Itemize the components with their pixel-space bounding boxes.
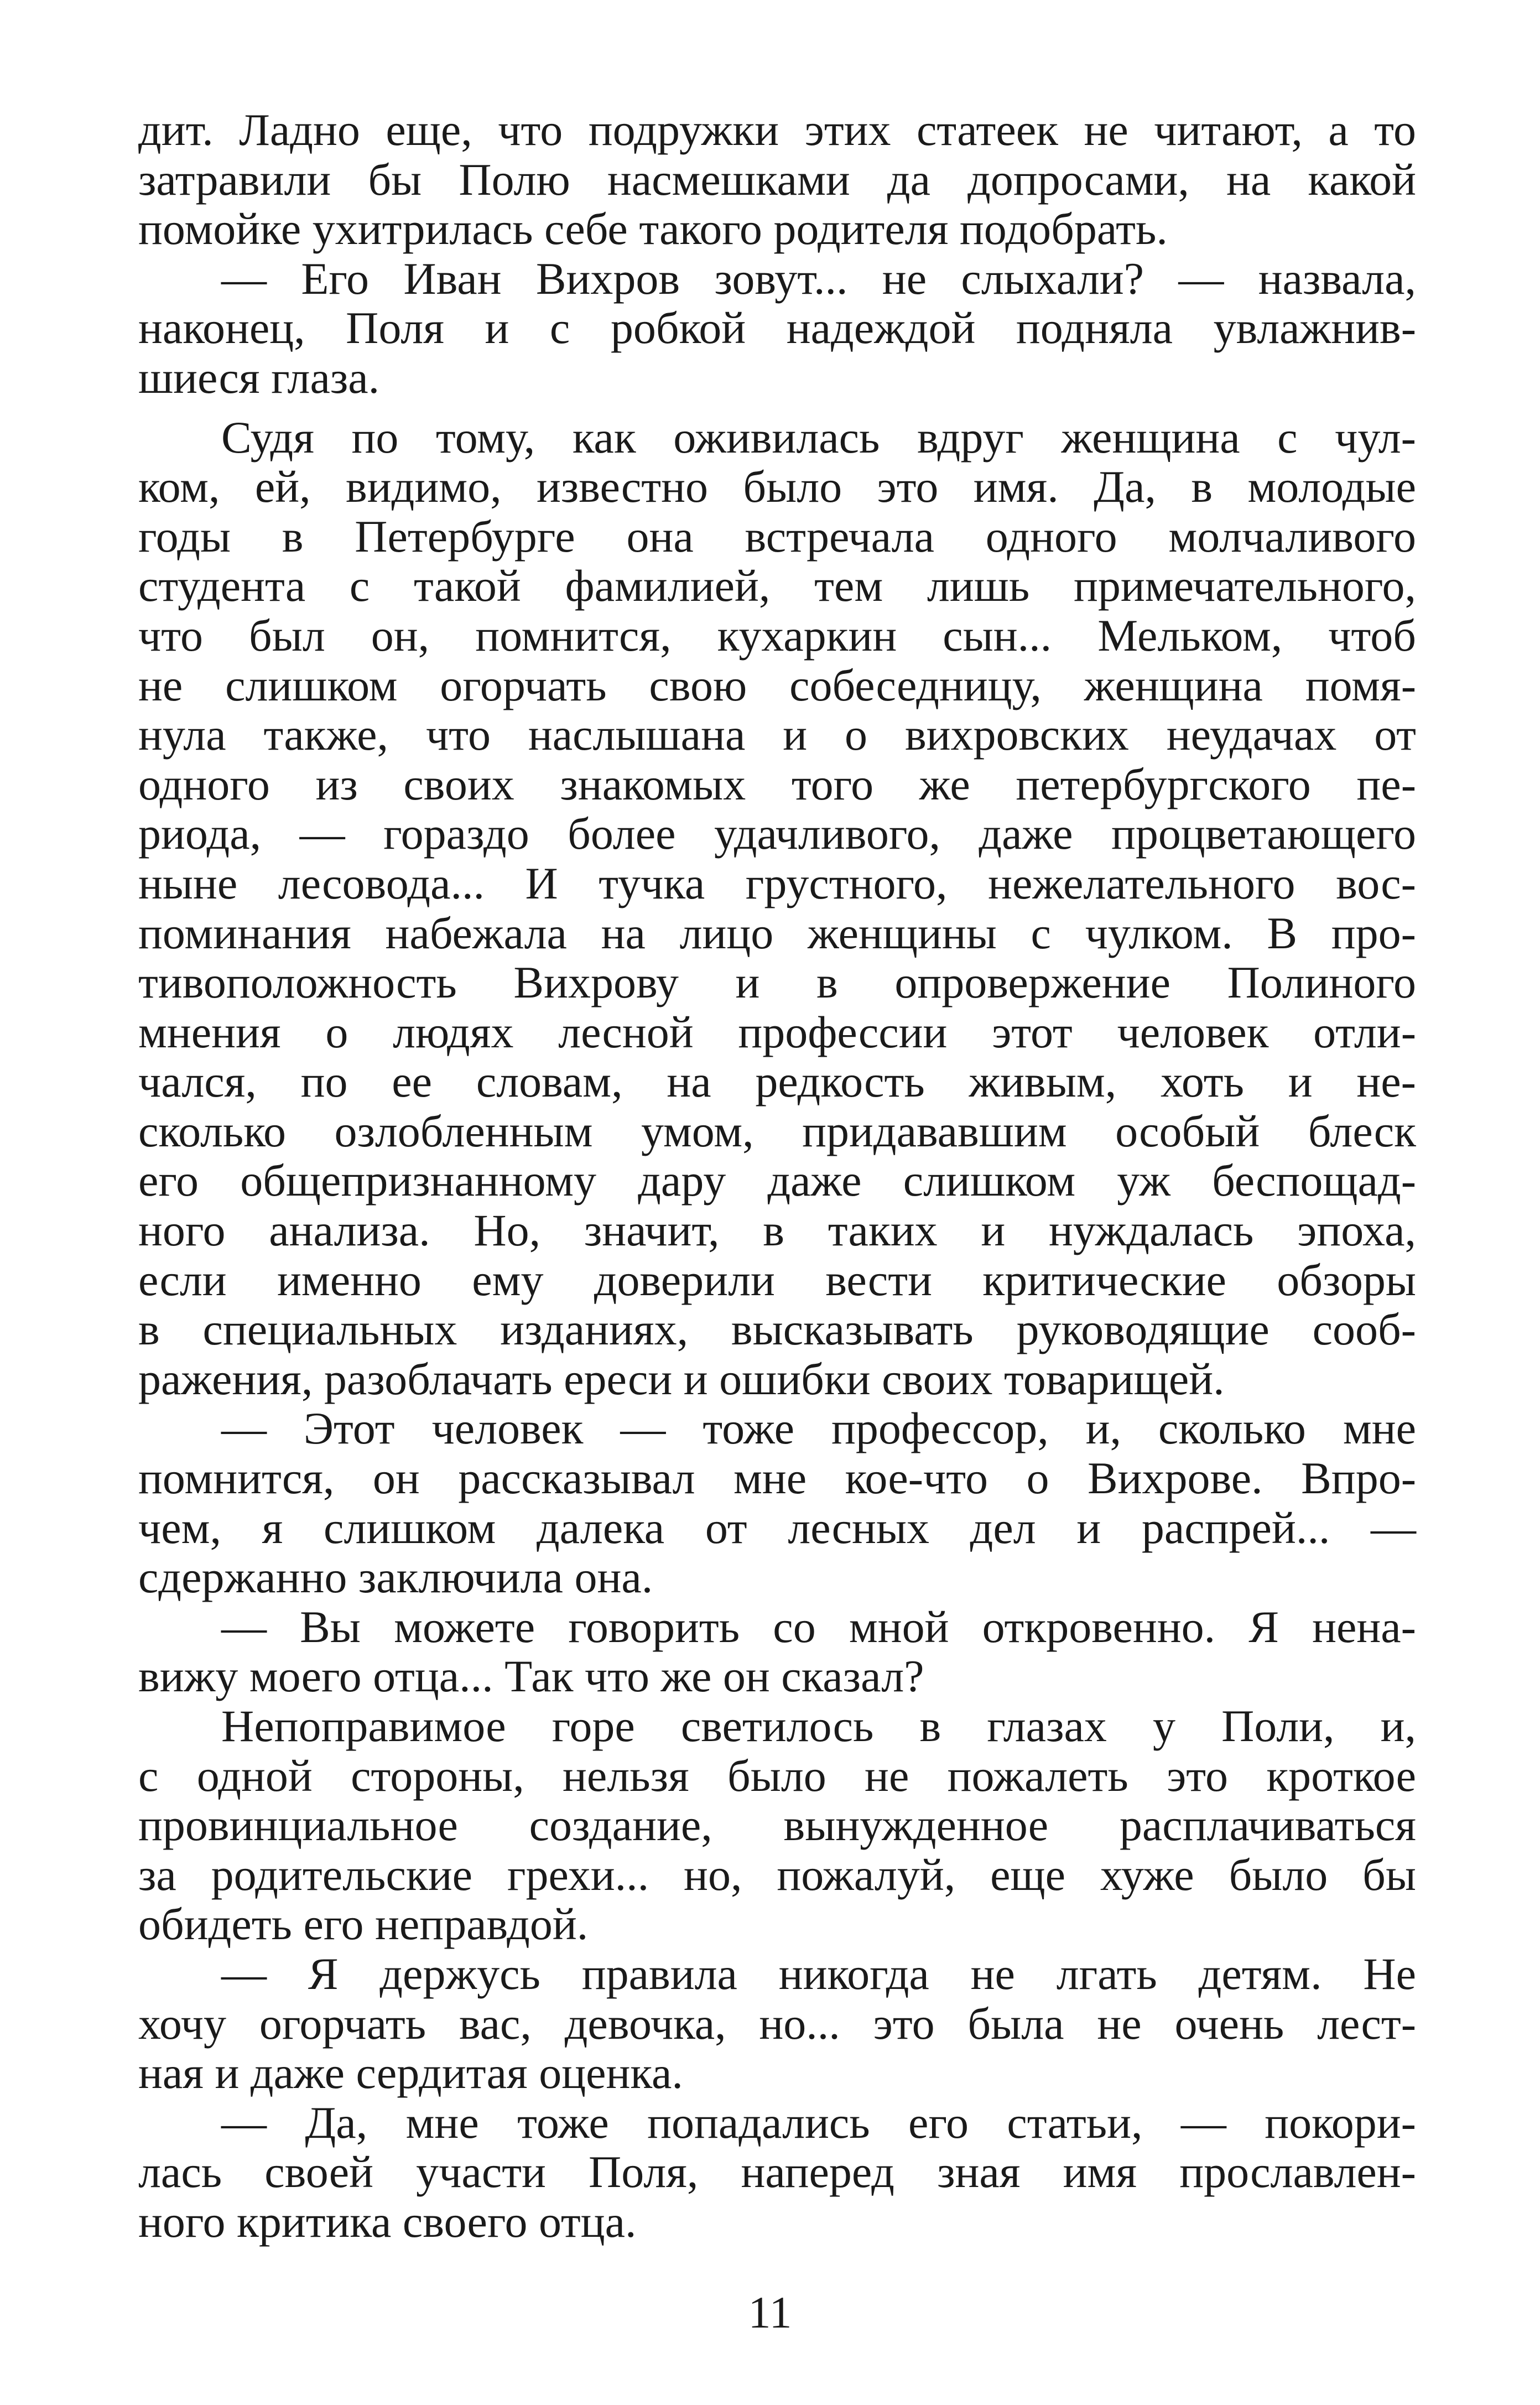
- text-line: сдержанно заключила она.: [138, 1552, 653, 1603]
- text-line: обидеть его неправдой.: [138, 1899, 589, 1950]
- text-line: дит. Ладно еще, что подружки этих статеек не читают, а то: [138, 105, 1416, 155]
- text-line: с одной стороны, нельзя было не пожалеть это кроткое: [138, 1750, 1416, 1801]
- page-number: 11: [748, 2287, 792, 2338]
- text-line: если именно ему доверили вести критические обзоры: [138, 1254, 1416, 1305]
- text-line: нула также, что наслышана и о вихровских неудачах от: [138, 709, 1416, 760]
- text-line: хочу огорчать вас, девочка, но... это была не очень лест-: [138, 1998, 1416, 2049]
- text-line: — Вы можете говорить со мной откровенно. Я нена-: [221, 1601, 1416, 1652]
- text-line: сколько озлобленным умом, придававшим особый блеск: [138, 1105, 1416, 1156]
- text-line: ражения, разоблачать ереси и ошибки своих товарищей.: [138, 1353, 1225, 1404]
- text-line: его общепризнанному дару даже слишком уж беспощад-: [138, 1155, 1416, 1206]
- text-line: — Да, мне тоже попадались его статьи, — покори-: [221, 2097, 1416, 2148]
- text-line: поминания набежала на лицо женщины с чулком. В про-: [138, 907, 1416, 958]
- text-line: вижу моего отца... Так что же он сказал?: [138, 1651, 924, 1702]
- text-line: — Этот человек — тоже профессор, и, сколько мне: [221, 1403, 1416, 1454]
- text-line: Судя по тому, как оживилась вдруг женщина с чул-: [221, 412, 1416, 463]
- text-line: ного критика своего отца.: [138, 2196, 637, 2247]
- text-line: ного анализа. Но, значит, в таких и нуждалась эпоха,: [138, 1205, 1416, 1256]
- text-line: одного из своих знакомых того же петербургского пе-: [138, 759, 1416, 809]
- text-line: — Я держусь правила никогда не лгать детям. Не: [221, 1948, 1416, 1999]
- text-line: шиеся глаза.: [138, 352, 380, 403]
- text-line: ная и даже сердитая оценка.: [138, 2048, 683, 2098]
- text-line: не слишком огорчать свою собеседницу, женщина помя-: [138, 659, 1416, 710]
- text-line: ныне лесовода... И тучка грустного, нежелательного вос-: [138, 858, 1416, 908]
- text-line: тивоположность Вихрову и в опровержение Полиного: [138, 957, 1416, 1008]
- text-line: что был он, помнится, кухаркин сын... Мельком, чтоб: [138, 610, 1416, 661]
- text-line: за родительские грехи... но, пожалуй, еще хуже было бы: [138, 1849, 1416, 1900]
- text-line: провинциальное создание, вынужденное расплачиваться: [138, 1800, 1416, 1851]
- text-line: — Его Иван Вихров зовут... не слыхали? — назвала,: [221, 253, 1416, 304]
- text-line: затравили бы Полю насмешками да допросами, на какой: [138, 154, 1416, 205]
- text-line: в специальных изданиях, высказывать руководящие сооб-: [138, 1304, 1416, 1355]
- text-line: помойке ухитрилась себе такого родителя подобрать.: [138, 204, 1168, 254]
- text-line: лась своей участи Поля, наперед зная имя прославлен-: [138, 2147, 1416, 2198]
- text-line: Непоправимое горе светилось в глазах у Поли, и,: [221, 1701, 1416, 1751]
- text-line: чался, по ее словам, на редкость живым, хоть и не-: [138, 1056, 1416, 1107]
- text-line: помнится, он рассказывал мне кое-что о Вихрове. Впро-: [138, 1453, 1416, 1504]
- text-line: наконец, Поля и с робкой надеждой подняла увлажнив-: [138, 303, 1416, 354]
- paragraph-gap: [138, 403, 1416, 413]
- text-line: чем, я слишком далека от лесных дел и распрей... —: [138, 1502, 1416, 1553]
- text-line: риода, — гораздо более удачливого, даже процветающего: [138, 808, 1416, 859]
- text-line: годы в Петербурге она встречала одного молчаливого: [138, 511, 1416, 562]
- text-line: студента с такой фамилией, тем лишь примечательного,: [138, 560, 1416, 611]
- body-text: [138, 105, 1416, 2247]
- text-line: мнения о людях лесной профессии этот человек отли-: [138, 1006, 1416, 1057]
- text-line: ком, ей, видимо, известно было это имя. Да, в молодые: [138, 461, 1416, 512]
